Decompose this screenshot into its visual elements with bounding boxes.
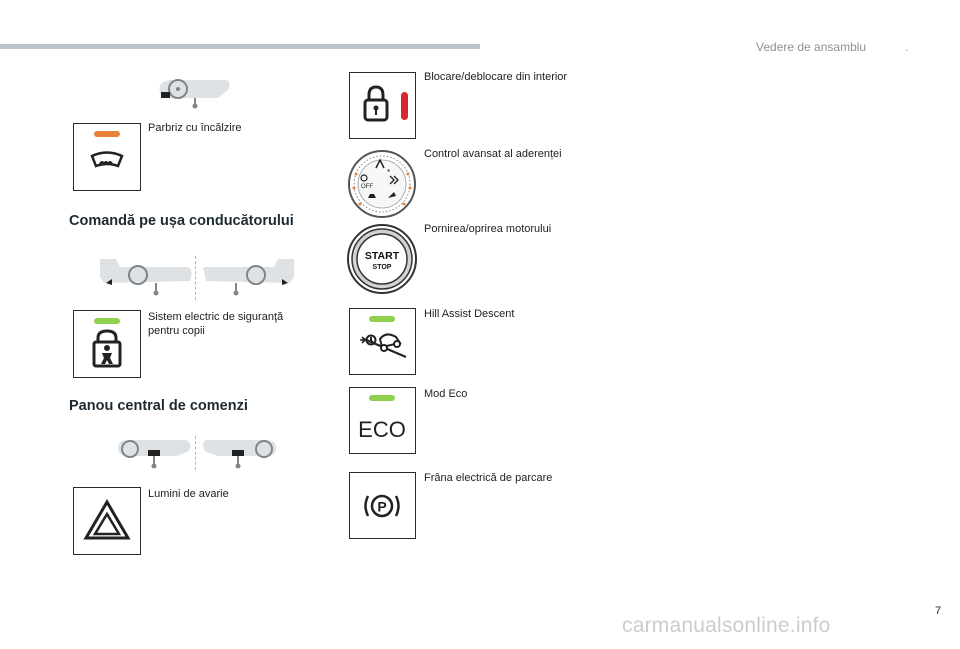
header-bar	[0, 44, 480, 49]
grip-control-dial[interactable]	[346, 148, 418, 220]
central-locking-indicator	[401, 92, 408, 120]
heated-windscreen-label: Parbriz cu încălzire	[148, 122, 242, 134]
section-title-driver-door: Comandă pe ușa conducătorului	[69, 213, 294, 229]
grip-control-label: Control avansat al aderenței	[424, 148, 562, 160]
section-title-central-panel: Panou central de comenzi	[69, 398, 248, 414]
eco-mode-label: Mod Eco	[424, 388, 468, 400]
heated-windscreen-icon	[92, 153, 122, 167]
child-lock-label-line1: Sistem electric de siguranţă	[148, 311, 284, 323]
hill-descent-icon	[360, 334, 406, 357]
child-lock-indicator	[94, 318, 120, 324]
child-lock-icon	[94, 331, 120, 366]
hill-descent-button[interactable]	[349, 308, 416, 375]
chapter-title: Vedere de ansamblu	[756, 40, 867, 54]
central-locking-button[interactable]	[349, 72, 416, 139]
heated-windscreen-indicator	[94, 131, 120, 137]
child-lock-label	[148, 310, 283, 338]
start-stop-button[interactable]	[346, 223, 418, 295]
central-locator-left-icon	[116, 436, 194, 470]
hazard-lights-button[interactable]	[73, 487, 141, 555]
eco-mode-button[interactable]	[349, 387, 416, 454]
door-locator-right-icon	[200, 253, 296, 299]
eco-text: ECO	[358, 417, 406, 442]
heated-windscreen-button[interactable]	[73, 123, 141, 191]
locator-divider-2	[195, 436, 197, 470]
parking-brake-label: Frâna electrică de parcare	[424, 472, 553, 484]
stop-text: STOP	[372, 264, 392, 271]
central-locator-right-icon	[200, 436, 278, 470]
parking-brake-button[interactable]	[349, 472, 416, 539]
dashboard-locator-icon	[158, 76, 232, 112]
hill-descent-label: Hill Assist Descent	[424, 308, 515, 320]
watermark: carmanualsonline.info	[622, 614, 831, 637]
eco-mode-indicator	[369, 395, 395, 401]
central-locking-label: Blocare/deblocare din interior	[424, 71, 568, 83]
chapter-marker: .	[905, 40, 909, 54]
parking-brake-symbol: P	[377, 498, 387, 515]
start-stop-label: Pornirea/oprirea motorului	[424, 223, 552, 235]
page-number: 7	[935, 605, 942, 617]
start-text: START	[364, 250, 400, 262]
hazard-lights-label: Lumini de avarie	[148, 488, 229, 500]
padlock-icon	[365, 87, 387, 120]
child-lock-label-line2: pentru copii	[148, 325, 205, 337]
door-locator-left-icon	[98, 253, 194, 299]
parking-brake-icon	[366, 496, 399, 516]
child-lock-button[interactable]	[73, 310, 141, 378]
locator-divider	[195, 256, 197, 300]
dial-off-text: OFF	[361, 184, 373, 190]
hill-descent-indicator	[369, 316, 395, 322]
dial-star-mark: *	[387, 168, 391, 177]
hazard-triangle-icon	[86, 502, 128, 538]
